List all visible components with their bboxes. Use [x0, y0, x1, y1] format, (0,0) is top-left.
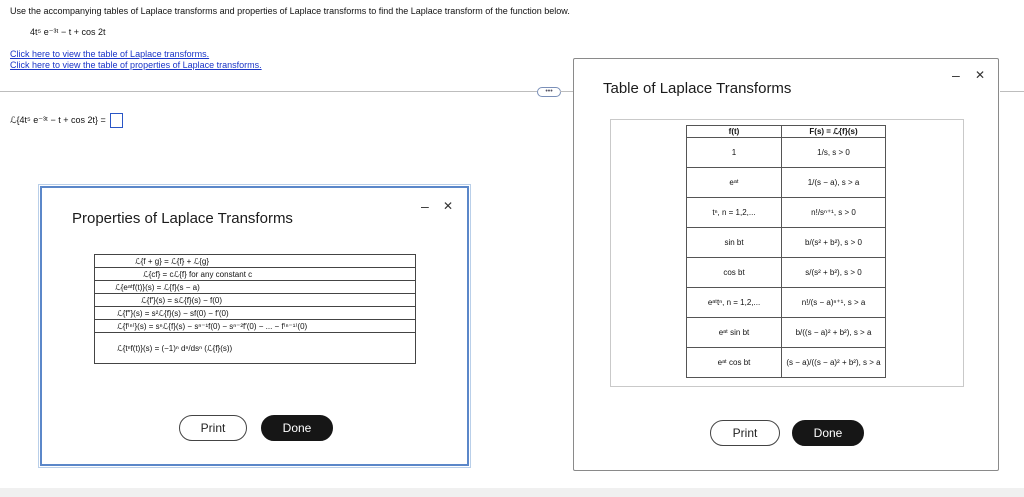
link-laplace-transforms[interactable]: Click here to view the table of Laplace transforms. [10, 49, 210, 59]
done-button[interactable]: Done [792, 420, 864, 446]
print-button[interactable]: Print [710, 420, 780, 446]
cell-f: 1 [687, 138, 782, 168]
cell-F: (s − a)/((s − a)² + b²), s > a [782, 348, 886, 378]
cell-F: b/(s² + b²), s > 0 [782, 228, 886, 258]
cell-f: cos bt [687, 258, 782, 288]
table-row [687, 318, 886, 348]
cell-F: n!/sⁿ⁺¹, s > 0 [782, 198, 886, 228]
table-row [687, 138, 886, 168]
table-row [95, 307, 416, 320]
cell-f: tⁿ, n = 1,2,... [687, 198, 782, 228]
transforms-table [686, 125, 886, 378]
property-cell: ℒ{f + g} = ℒ{f} + ℒ{g} [95, 255, 416, 268]
properties-title: Properties of Laplace Transforms [72, 210, 293, 227]
cell-f: eᵃᵗ cos bt [687, 348, 782, 378]
cell-f: sin bt [687, 228, 782, 258]
transforms-title: Table of Laplace Transforms [603, 80, 792, 97]
answer-prompt: ℒ{4t⁵ e⁻³ᵗ − t + cos 2t} = [10, 115, 106, 125]
minimize-icon[interactable]: – [952, 67, 960, 83]
minimize-icon[interactable]: – [421, 198, 429, 214]
table-row [687, 198, 886, 228]
property-cell: ℒ{f′}(s) = sℒ{f}(s) − f(0) [95, 294, 416, 307]
property-cell: ℒ{cf} = cℒ{f} for any constant c [95, 268, 416, 281]
table-row [687, 228, 886, 258]
divider-mid [560, 91, 574, 92]
table-row [95, 294, 416, 307]
divider-left [0, 91, 537, 92]
more-button[interactable]: ••• [537, 87, 561, 97]
table-row [687, 348, 886, 378]
table-row [95, 281, 416, 294]
property-cell: ℒ{f⁽ⁿ⁾}(s) = sⁿℒ{f}(s) − sⁿ⁻¹f(0) − sⁿ⁻²f′(0) − ... − f⁽ⁿ⁻¹⁾(0) [95, 320, 416, 333]
table-row [95, 320, 416, 333]
transforms-window [573, 58, 999, 471]
table-row [95, 333, 416, 364]
cell-F: b/((s − a)² + b²), s > a [782, 318, 886, 348]
table-row [95, 268, 416, 281]
cell-F: s/(s² + b²), s > 0 [782, 258, 886, 288]
done-button[interactable]: Done [261, 415, 333, 441]
table-row [687, 288, 886, 318]
properties-table [94, 254, 416, 364]
table-row [687, 258, 886, 288]
cell-f: eᵃᵗ sin bt [687, 318, 782, 348]
print-button[interactable]: Print [179, 415, 247, 441]
answer-row [10, 112, 123, 128]
properties-window [40, 186, 469, 466]
transforms-table-panel [610, 119, 964, 387]
header-f: f(t) [687, 126, 782, 138]
property-cell: ℒ{eᵃᵗf(t)}(s) = ℒ{f}(s − a) [95, 281, 416, 294]
property-cell: ℒ{tⁿf(t)}(s) = (−1)ⁿ dⁿ/dsⁿ (ℒ{f}(s)) [95, 333, 416, 364]
table-header-row [687, 126, 886, 138]
cell-F: 1/(s − a), s > a [782, 168, 886, 198]
cell-f: eᵃᵗ [687, 168, 782, 198]
instruction-text: Use the accompanying tables of Laplace transforms and properties of Laplace transforms to find the Laplace transform of the function below. [10, 6, 570, 16]
link-laplace-properties[interactable]: Click here to view the table of properties of Laplace transforms. [10, 60, 262, 70]
close-icon[interactable]: ✕ [443, 199, 454, 213]
divider-right [1000, 91, 1024, 92]
table-row [95, 255, 416, 268]
header-F: F(s) = ℒ{f}(s) [782, 126, 886, 138]
answer-input[interactable] [110, 113, 123, 128]
cell-F: 1/s, s > 0 [782, 138, 886, 168]
footer-bar [0, 488, 1024, 497]
property-cell: ℒ{f″}(s) = s²ℒ{f}(s) − sf(0) − f′(0) [95, 307, 416, 320]
table-row [687, 168, 886, 198]
close-icon[interactable]: ✕ [975, 68, 986, 82]
function-text: 4t⁵ e⁻³ᵗ − t + cos 2t [30, 27, 106, 37]
cell-f: eᵃᵗtⁿ, n = 1,2,... [687, 288, 782, 318]
cell-F: n!/(s − a)ⁿ⁺¹, s > a [782, 288, 886, 318]
